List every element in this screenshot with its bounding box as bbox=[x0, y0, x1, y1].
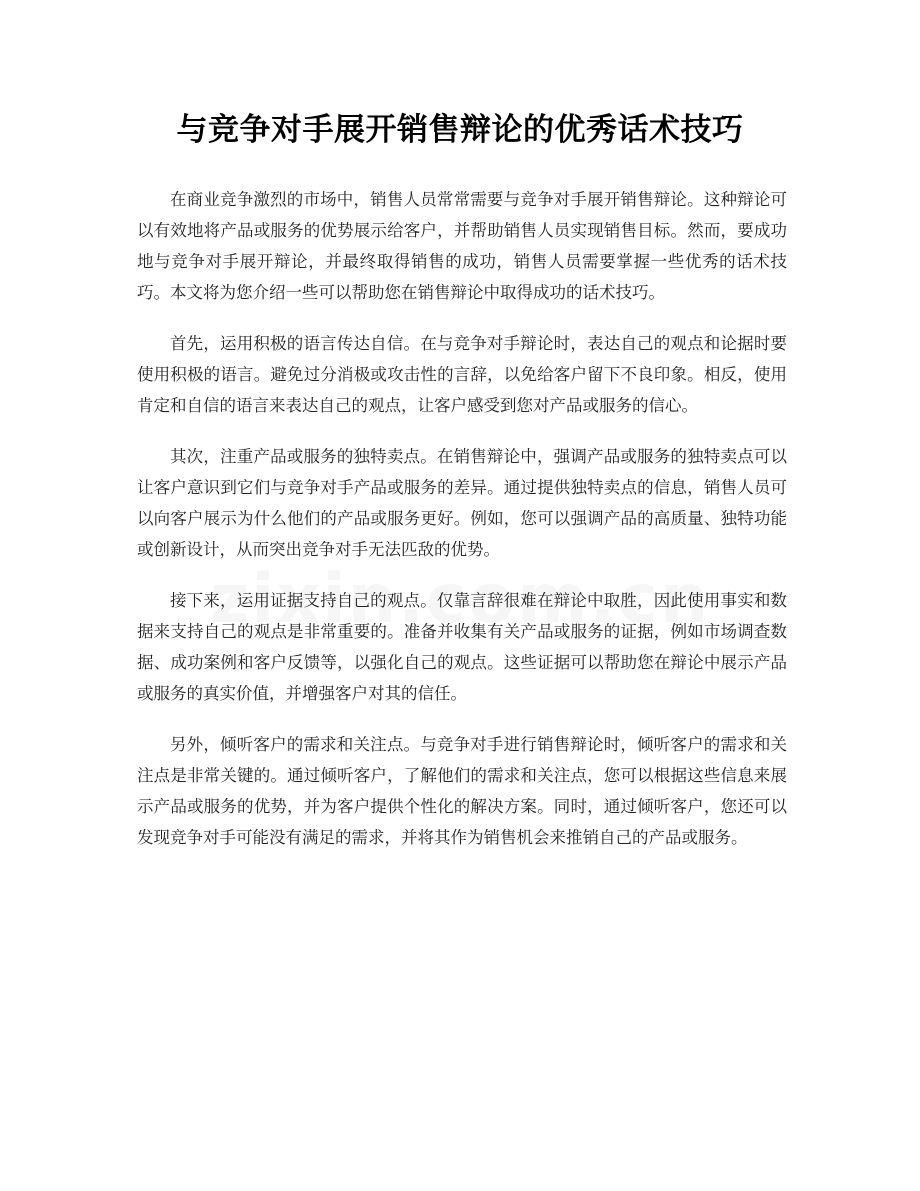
page-title: 与竞争对手展开销售辩论的优秀话术技巧 bbox=[176, 112, 744, 148]
paragraph-unique-selling-points: 其次，注重产品或服务的独特卖点。在销售辩论中，强调产品或服务的独特卖点可以让客户意识到它们与竞争对手产品或服务的差异。通过提供独特卖点的信息，销售人员可以向客户展示为什么他们的产品或服务更好。例如，您可以强调产品的高质量、独特功能或创新设计，从而突出竞争对手无法匹敌的优势。 bbox=[137, 447, 787, 559]
paragraph-positive-language: 首先，运用积极的语言传达自信。在与竞争对手辩论时，表达自己的观点和论据时要使用积极的语言。避免过分消极或攻击性的言辞，以免给客户留下不良印象。相反，使用肯定和自信的语言来表达自己的观点，让客户感受到您对产品或服务的信心。 bbox=[137, 334, 787, 415]
paragraph-evidence: 接下来，运用证据支持自己的观点。仅靠言辞很难在辩论中取胜，因此使用事实和数据来支持自己的观点是非常重要的。准备并收集有关产品或服务的证据，例如市场调查数据、成功案例和客户反馈等，以强化自己的观点。这些证据可以帮助您在辩论中展示产品或服务的真实价值，并增强客户对其的信任。 bbox=[137, 591, 787, 703]
paragraph-intro: 在商业竞争激烈的市场中，销售人员常常需要与竞争对手展开销售辩论。这种辩论可以有效地将产品或服务的优势展示给客户，并帮助销售人员实现销售目标。然而，要成功地与竞争对手展开辩论，并最终取得销售的成功，销售人员需要掌握一些优秀的话术技巧。本文将为您介绍一些可以帮助您在销售辩论中取得成功的话术技巧。 bbox=[137, 190, 787, 302]
document-body bbox=[137, 184, 787, 873]
paragraph-listening: 另外，倾听客户的需求和关注点。与竞争对手进行销售辩论时，倾听客户的需求和关注点是非常关键的。通过倾听客户，了解他们的需求和关注点，您可以根据这些信息来展示产品或服务的优势，并为客户提供个性化的解决方案。同时，通过倾听客户，您还可以发现竞争对手可能没有满足的需求，并将其作为销售机会来推销自己的产品或服务。 bbox=[137, 735, 787, 847]
